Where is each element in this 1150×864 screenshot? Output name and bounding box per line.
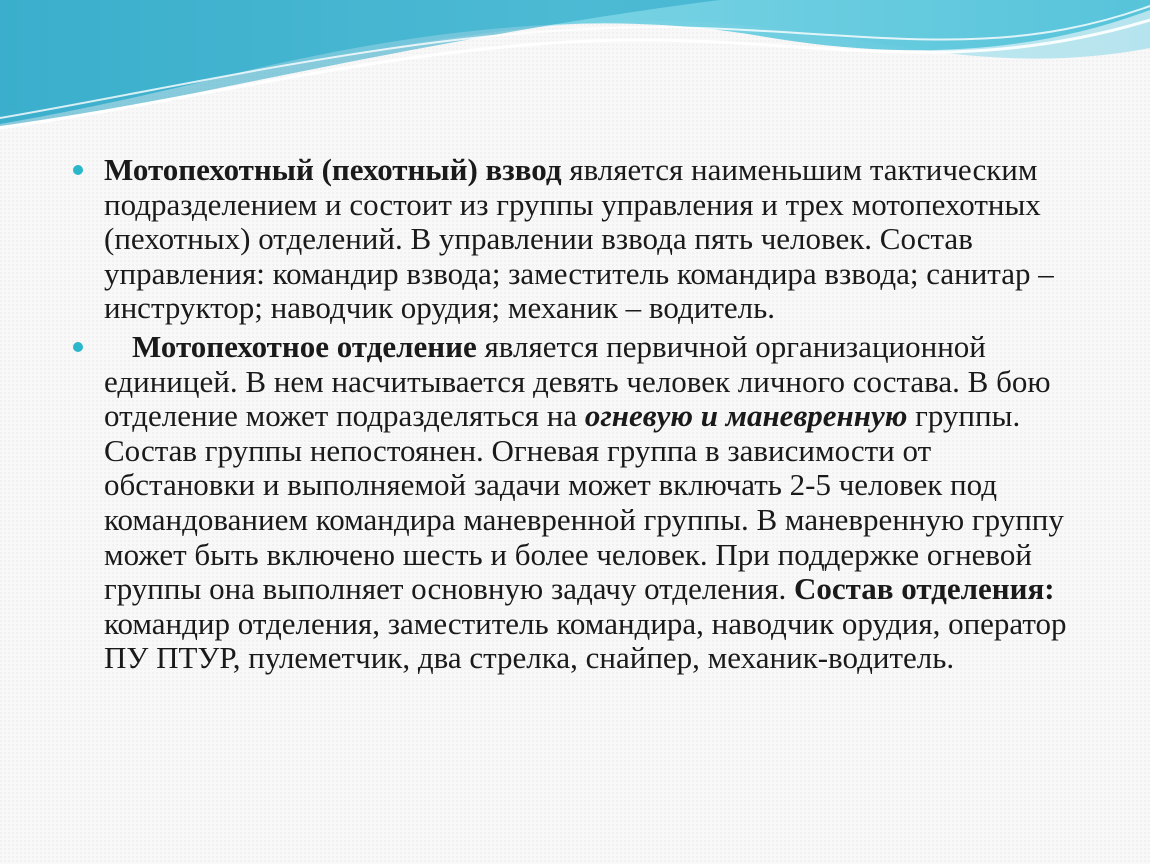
- squad-text-2: группы. Состав группы непостоянен. Огневая группа в зависимости от обстановки и выполняемой задачи может включать 2-5 человек под командованием командира маневренной группы. В маневренную группу может быть включено шесть и более человек. При поддержке огневой группы она выполняет основную задачу отделения.: [104, 398, 1064, 607]
- platoon-description: является наименьшим тактическим подразделением и состоит из группы управления и трех мотопехотных (пехотных) отделений. В управлении взвода пять человек. Состав управления: командир взвода; заместитель командира взвода; санитар – инструктор; наводчик орудия; механик – водитель.: [104, 152, 1054, 326]
- header-wave-decoration: [0, 0, 1150, 140]
- bullet-icon: [73, 165, 83, 175]
- maneuver-group-term: маневренную: [725, 398, 908, 434]
- slide-body: [70, 153, 1080, 676]
- platoon-term: Мотопехотный (пехотный) взвод: [104, 152, 562, 187]
- paragraph-squad: [70, 330, 1080, 676]
- squad-composition-list: командир отделения, заместитель командира, наводчик орудия, оператор ПУ ПТУР, пулеметчик, два стрелка, снайпер, механик-водитель.: [104, 605, 1067, 676]
- squad-composition-term: Состав отделения:: [794, 571, 1055, 607]
- squad-text-1: является первичной организационной единицей. В нем насчитывается девять человек личного состава. В бою отделение может подразделяться на: [104, 328, 1051, 434]
- fire-group-term: огневую: [584, 398, 693, 434]
- paragraph-platoon: [70, 153, 1080, 326]
- bullet-icon: [73, 342, 83, 352]
- squad-term: Мотопехотное отделение: [132, 328, 477, 364]
- conjunction: и: [692, 398, 726, 434]
